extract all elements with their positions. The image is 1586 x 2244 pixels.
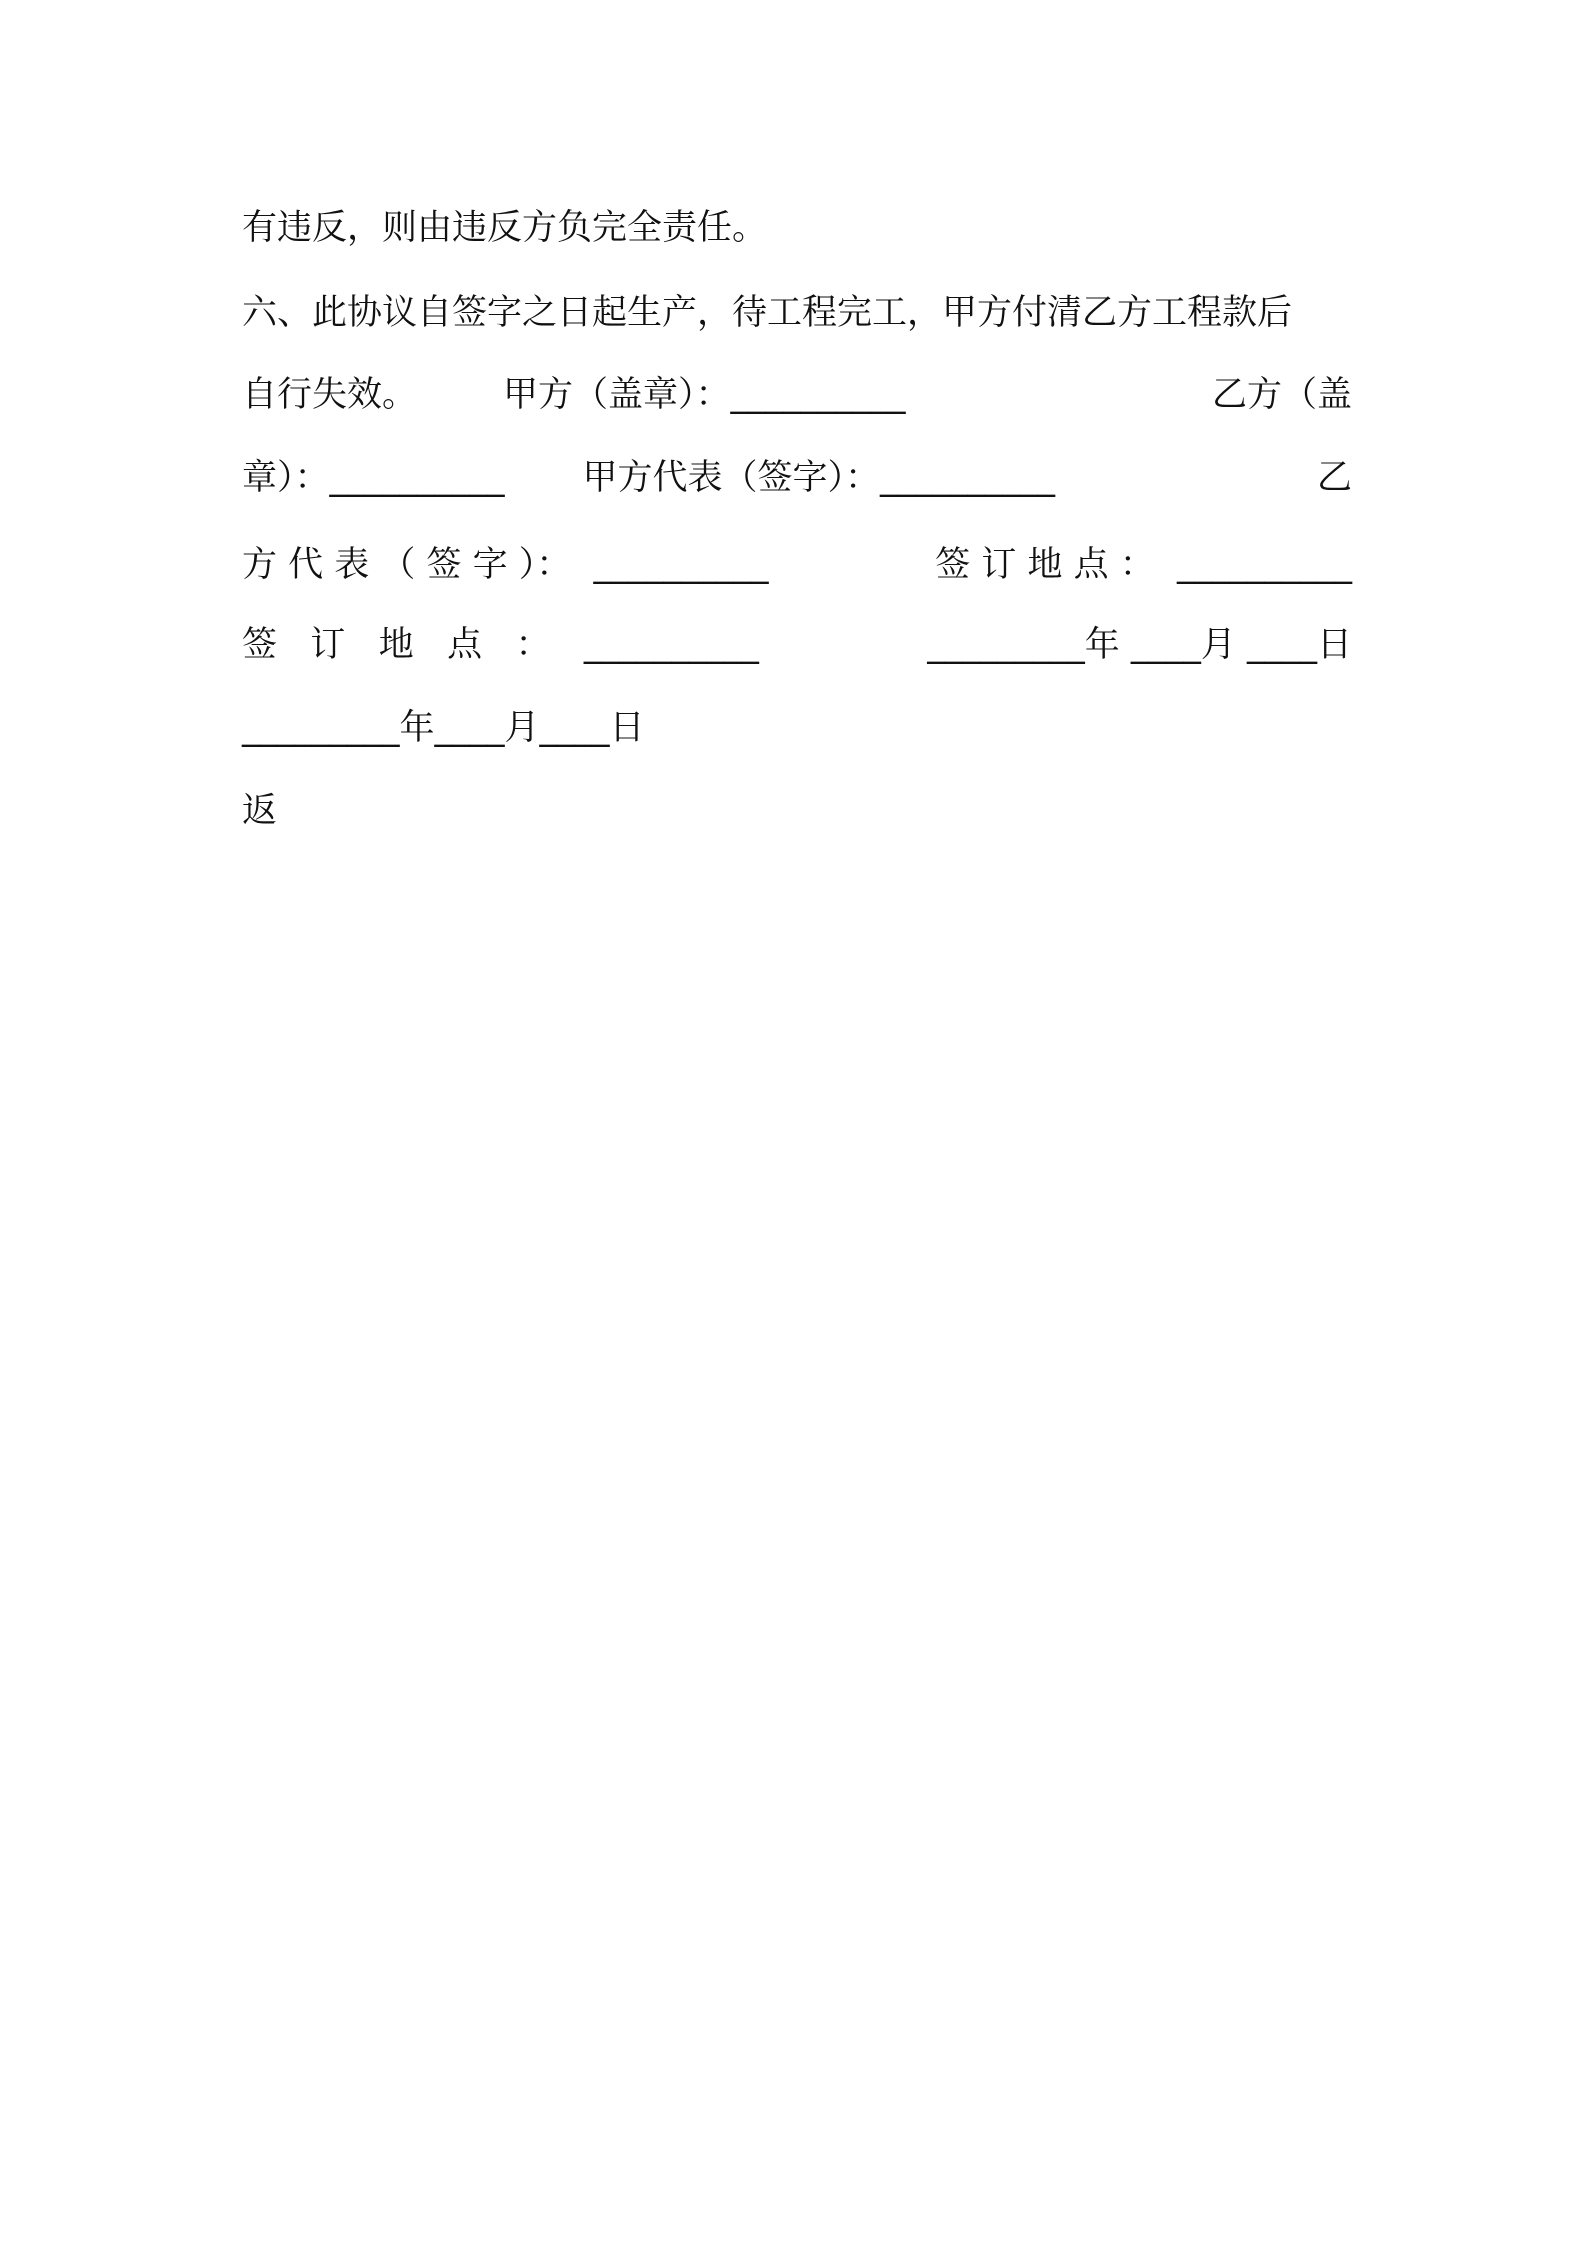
text-line [242,620,1352,670]
clause-text: 有违反，则由违反方负完全责任。 [242,208,768,248]
signing-place-2: 签 订 地 点 ： __________ [242,625,759,665]
return-text: 返 [242,791,278,831]
text-line [242,288,1352,338]
text-line [242,203,1352,253]
text-line [242,370,1352,420]
party-b-rep: 乙 [1316,458,1352,498]
party-b-seal-cont: 章）：__________ [242,458,505,498]
text-line [242,703,1352,753]
signing-place: 签 订 地 点 ： __________ [935,545,1352,585]
signing-date-1: _________年 ____月 ____日 [927,625,1352,665]
text-line [242,453,1352,503]
clause-six-end: 自行失效。 [242,375,418,415]
text-line [242,786,1352,836]
text-line [242,540,1352,590]
party-a-seal: 甲方（盖章）：__________ [503,375,906,415]
party-b-rep-cont: 方 代 表 （ 签 字 ）： __________ [242,545,769,585]
clause-six: 六、此协议自签字之日起生产，待工程完工，甲方付清乙方工程款后 [242,293,1293,333]
party-a-rep: 甲方代表（签字）：__________ [582,458,1056,498]
party-b-seal: 乙方（盖 [1211,375,1352,415]
signing-date-2: _________年____月____日 [242,708,645,748]
